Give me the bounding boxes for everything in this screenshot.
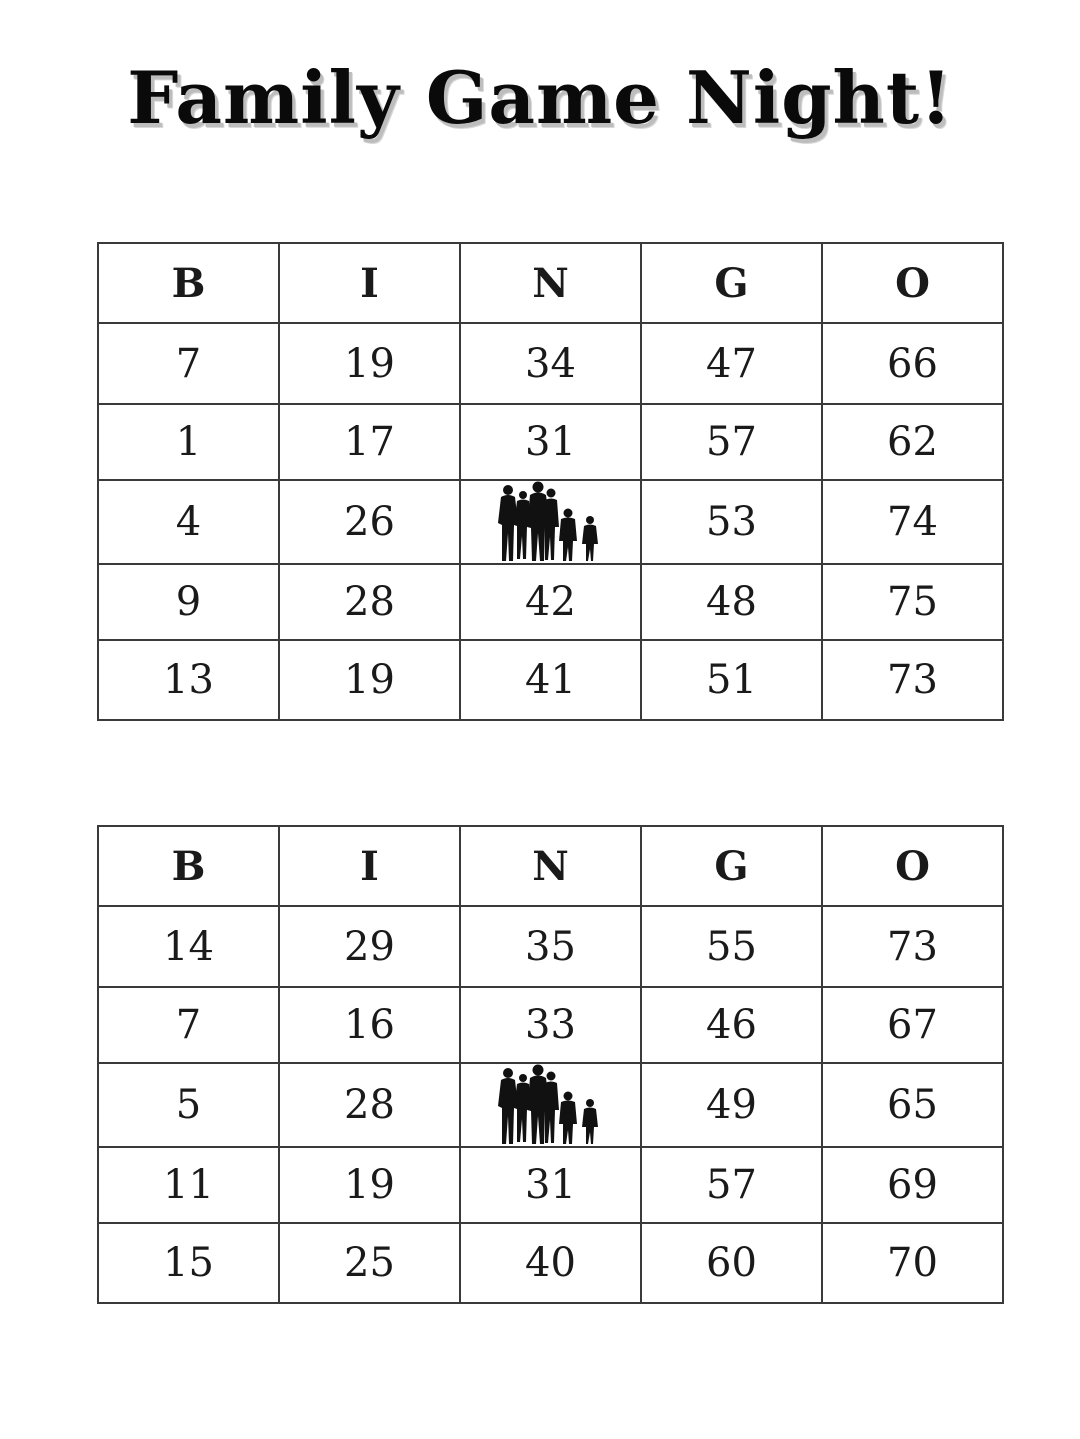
card-row <box>98 404 1003 480</box>
bingo-cell: 42 <box>460 564 641 640</box>
card-row <box>98 640 1003 720</box>
bingo-cell: 46 <box>641 987 822 1063</box>
bingo-cell: 73 <box>822 640 1003 720</box>
bingo-cell: 34 <box>460 323 641 404</box>
bingo-cell: 47 <box>641 323 822 404</box>
bingo-cell: 41 <box>460 640 641 720</box>
bingo-cell: 5 <box>98 1063 279 1147</box>
bingo-cell: 57 <box>641 1147 822 1223</box>
bingo-cell: 28 <box>279 564 460 640</box>
bingo-cell: 26 <box>279 480 460 564</box>
column-header-i: I <box>279 826 460 906</box>
bingo-cell: 14 <box>98 906 279 987</box>
card-row <box>98 1147 1003 1223</box>
bingo-cell: 17 <box>279 404 460 480</box>
column-header-o: O <box>822 826 1003 906</box>
bingo-cell: 15 <box>98 1223 279 1303</box>
bingo-cell: 53 <box>641 480 822 564</box>
column-header-g: G <box>641 243 822 323</box>
bingo-card-1 <box>97 242 1004 721</box>
bingo-cell: 19 <box>279 1147 460 1223</box>
bingo-cell: 57 <box>641 404 822 480</box>
bingo-cell: 73 <box>822 906 1003 987</box>
bingo-cell: 19 <box>279 640 460 720</box>
bingo-cell: 13 <box>98 640 279 720</box>
bingo-cell: 65 <box>822 1063 1003 1147</box>
bingo-cell: 62 <box>822 404 1003 480</box>
header-row <box>98 826 1003 906</box>
card-row <box>98 480 1003 564</box>
card-row <box>98 1063 1003 1147</box>
bingo-cell: 7 <box>98 323 279 404</box>
page-title: Family Game Night! <box>127 55 953 140</box>
bingo-cell: 4 <box>98 480 279 564</box>
family-silhouette-icon <box>496 481 606 563</box>
bingo-cell: 48 <box>641 564 822 640</box>
bingo-cell: 69 <box>822 1147 1003 1223</box>
column-header-i: I <box>279 243 460 323</box>
bingo-cell: 40 <box>460 1223 641 1303</box>
bingo-cell: 28 <box>279 1063 460 1147</box>
bingo-cell: 1 <box>98 404 279 480</box>
bingo-cell: 33 <box>460 987 641 1063</box>
column-header-b: B <box>98 243 279 323</box>
card-row <box>98 1223 1003 1303</box>
bingo-cell: 7 <box>98 987 279 1063</box>
bingo-cell: 74 <box>822 480 1003 564</box>
bingo-cell: 60 <box>641 1223 822 1303</box>
header-row <box>98 243 1003 323</box>
bingo-cell: 9 <box>98 564 279 640</box>
bingo-card-2 <box>97 825 1004 1304</box>
bingo-cell: 75 <box>822 564 1003 640</box>
family-silhouette-icon <box>496 1064 606 1146</box>
bingo-cell: 49 <box>641 1063 822 1147</box>
free-space-cell <box>460 1063 641 1147</box>
card-row <box>98 323 1003 404</box>
bingo-cell: 55 <box>641 906 822 987</box>
bingo-cell: 19 <box>279 323 460 404</box>
column-header-b: B <box>98 826 279 906</box>
bingo-cell: 66 <box>822 323 1003 404</box>
card-row <box>98 987 1003 1063</box>
bingo-cell: 31 <box>460 404 641 480</box>
bingo-cell: 11 <box>98 1147 279 1223</box>
card-row <box>98 564 1003 640</box>
column-header-n: N <box>460 243 641 323</box>
free-space-cell <box>460 480 641 564</box>
bingo-cell: 70 <box>822 1223 1003 1303</box>
column-header-n: N <box>460 826 641 906</box>
column-header-o: O <box>822 243 1003 323</box>
column-header-g: G <box>641 826 822 906</box>
bingo-cell: 16 <box>279 987 460 1063</box>
bingo-cell: 51 <box>641 640 822 720</box>
bingo-cell: 25 <box>279 1223 460 1303</box>
bingo-cell: 67 <box>822 987 1003 1063</box>
bingo-cell: 35 <box>460 906 641 987</box>
bingo-cell: 29 <box>279 906 460 987</box>
card-row <box>98 906 1003 987</box>
bingo-cell: 31 <box>460 1147 641 1223</box>
